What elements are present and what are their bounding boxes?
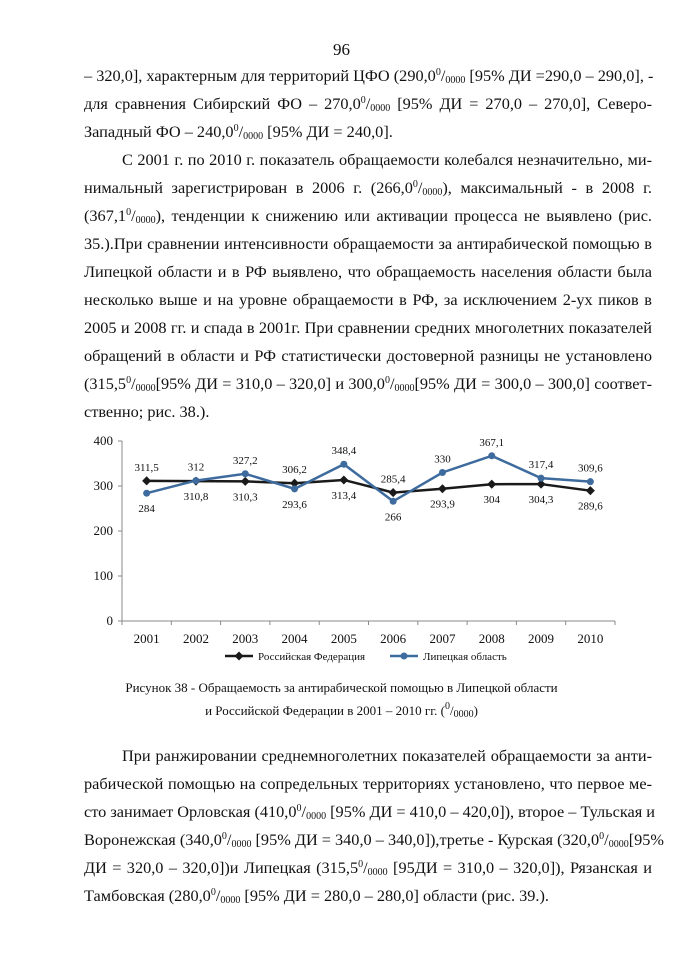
text-line: обращений в области и РФ статистически достоверной разницы не установлено [84,346,652,365]
x-tick-label: 2002 [182,631,209,646]
data-point-diamond [241,477,250,486]
x-tick-label: 2006 [380,631,407,646]
text-line: несколько выше и на уровне обращаемости в РФ, за исключением 2-ух пиков в [84,290,652,309]
text-line: нимальный зарегистрирован в 2006 г. $(266,0^0/_{0000})$, максимальный - в 2008 г. [84,178,652,198]
data-point-circle [439,469,446,476]
text-line: рабической помощью на сопредельных территориях установлено, что первое ме- [84,774,652,793]
data-label: 327,2 [232,454,258,467]
data-label: 285,4 [380,473,406,486]
data-point-circle [192,477,199,484]
data-label: 348,4 [331,445,357,458]
text-line: для сравнения Сибирский ФО – $270,0^0/_{0000}$ [95% ДИ = 270,0 – 270,0], Северо- [84,94,653,114]
data-point-circle [538,475,545,482]
data-point-diamond [142,476,151,485]
text-line: ственно; рис. 38.). [84,402,210,421]
x-tick-label: 2008 [478,631,505,646]
data-point-circle [291,485,298,492]
data-point-diamond [487,480,496,489]
series-line [147,453,591,504]
data-label: 310,3 [232,491,258,504]
data-label: 310,8 [183,491,209,504]
line-chart [60,424,640,664]
x-tick-label: 2004 [281,631,308,646]
text-line: 35.).При сравнении интенсивности обращаемости за антирабической помощью в [84,234,652,253]
data-point-diamond [389,488,398,497]
x-tick-label: 2003 [232,631,259,646]
data-label: 284 [138,503,155,516]
data-label: 309,6 [577,462,603,475]
data-point-circle [242,470,249,477]
text-line: 2005 и 2008 гг. и спада в 2001г. При сравнении средних многолетних показателей [84,318,652,337]
x-tick-label: 2005 [330,631,357,646]
y-tick-label: 200 [93,523,113,538]
data-label: 367,1 [479,436,505,449]
data-label: 311,5 [134,461,159,474]
data-point-diamond [438,484,447,493]
paragraph-1 [84,62,652,146]
y-tick-label: 300 [93,478,113,493]
text-line: Тамбовская ($280,0^0/_{0000}$ [95% ДИ = 280,0 – 280,0] области (рис. 39.). [84,886,549,906]
paragraph-3 [84,742,664,910]
data-label: 306,2 [282,464,307,477]
text-line: Липецкой области и в РФ выявлено, что обращаемость населения области была [84,262,652,281]
legend-marker-circle [401,653,408,660]
data-label: 266 [384,511,402,524]
data-label: 304 [483,494,500,507]
text-line: С 2001 г. по 2010 г. показатель обращаемости колебался незначительно, ми- [122,150,652,169]
page-number: 96 [333,40,350,59]
legend-label: Российская Федерация [258,651,366,663]
figure-caption-line-1: Рисунок 38 - Обращаемость за антирабической помощью в Липецкой области [125,680,558,695]
text-line: $(367,1^0/_{0000})$, тенденции к снижению или активации процесса не выявлено (рис. [84,206,652,226]
data-label: 330 [434,453,451,466]
x-tick-label: 2001 [133,631,160,646]
text-line: Воронежская ($340,0^0/_{0000}$ [95% ДИ = 340,0 – 340,0]),третье - Курская ($320,0^0/_{0000}[95\%$ [84,830,664,850]
data-label: 304,3 [528,494,554,507]
data-label: 312 [187,461,205,474]
data-label: 289,6 [577,500,603,513]
data-label: 317,4 [528,459,554,472]
y-tick-label: 100 [93,568,113,583]
text-line: сто занимает Орловская ($410,0^0/_{0000}$ [95% ДИ = 410,0 – 420,0]), второе – Тульская и [84,802,655,822]
data-label: 293,9 [430,498,455,511]
legend-label: Липецкая область [423,651,507,663]
data-label: 293,6 [282,498,307,511]
data-point-circle [390,498,397,505]
data-point-circle [340,461,347,468]
chart-legend [225,651,507,663]
data-point-circle [143,490,150,497]
data-point-circle [488,452,495,459]
data-point-diamond [586,486,595,495]
figure-caption-line-2: и Российской Федерации в 2001 – 2010 гг. $(^0/_{0000})$ [205,701,478,720]
text-line: ($315,5^0/_{0000}[95\%$ ДИ = 310,0 – 320,0] и $300,0^0/_{0000}[95\%$ ДИ = 300,0 – 300,0] соответ- [84,374,652,394]
data-point-circle [587,478,594,485]
x-tick-label: 2010 [577,631,604,646]
data-point-diamond [339,475,348,484]
x-tick-label: 2007 [429,631,456,646]
data-label: 313,4 [331,489,357,502]
y-tick-label: 0 [106,613,113,628]
paragraph-2 [84,146,652,426]
x-tick-label: 2009 [528,631,555,646]
text-line: При ранжировании среднемноголетних показателей обращаемости за анти- [122,746,652,765]
text-line: – 320,0], характерным для территорий ЦФО ($290,0^0/_{0000}$ [95% ДИ =290,0 – 290,0], - [84,66,654,86]
y-tick-label: 400 [93,433,113,448]
text-line: Западный ФО – $240,0^0/_{0000}$ [95% ДИ = 240,0]. [84,122,393,142]
text-line: ДИ = 320,0 – 320,0])и Липецкая ($315,5^0/_{0000}$ [95ДИ = 310,0 – 320,0]), Рязанская и [84,858,652,878]
legend-marker-diamond [234,651,243,660]
